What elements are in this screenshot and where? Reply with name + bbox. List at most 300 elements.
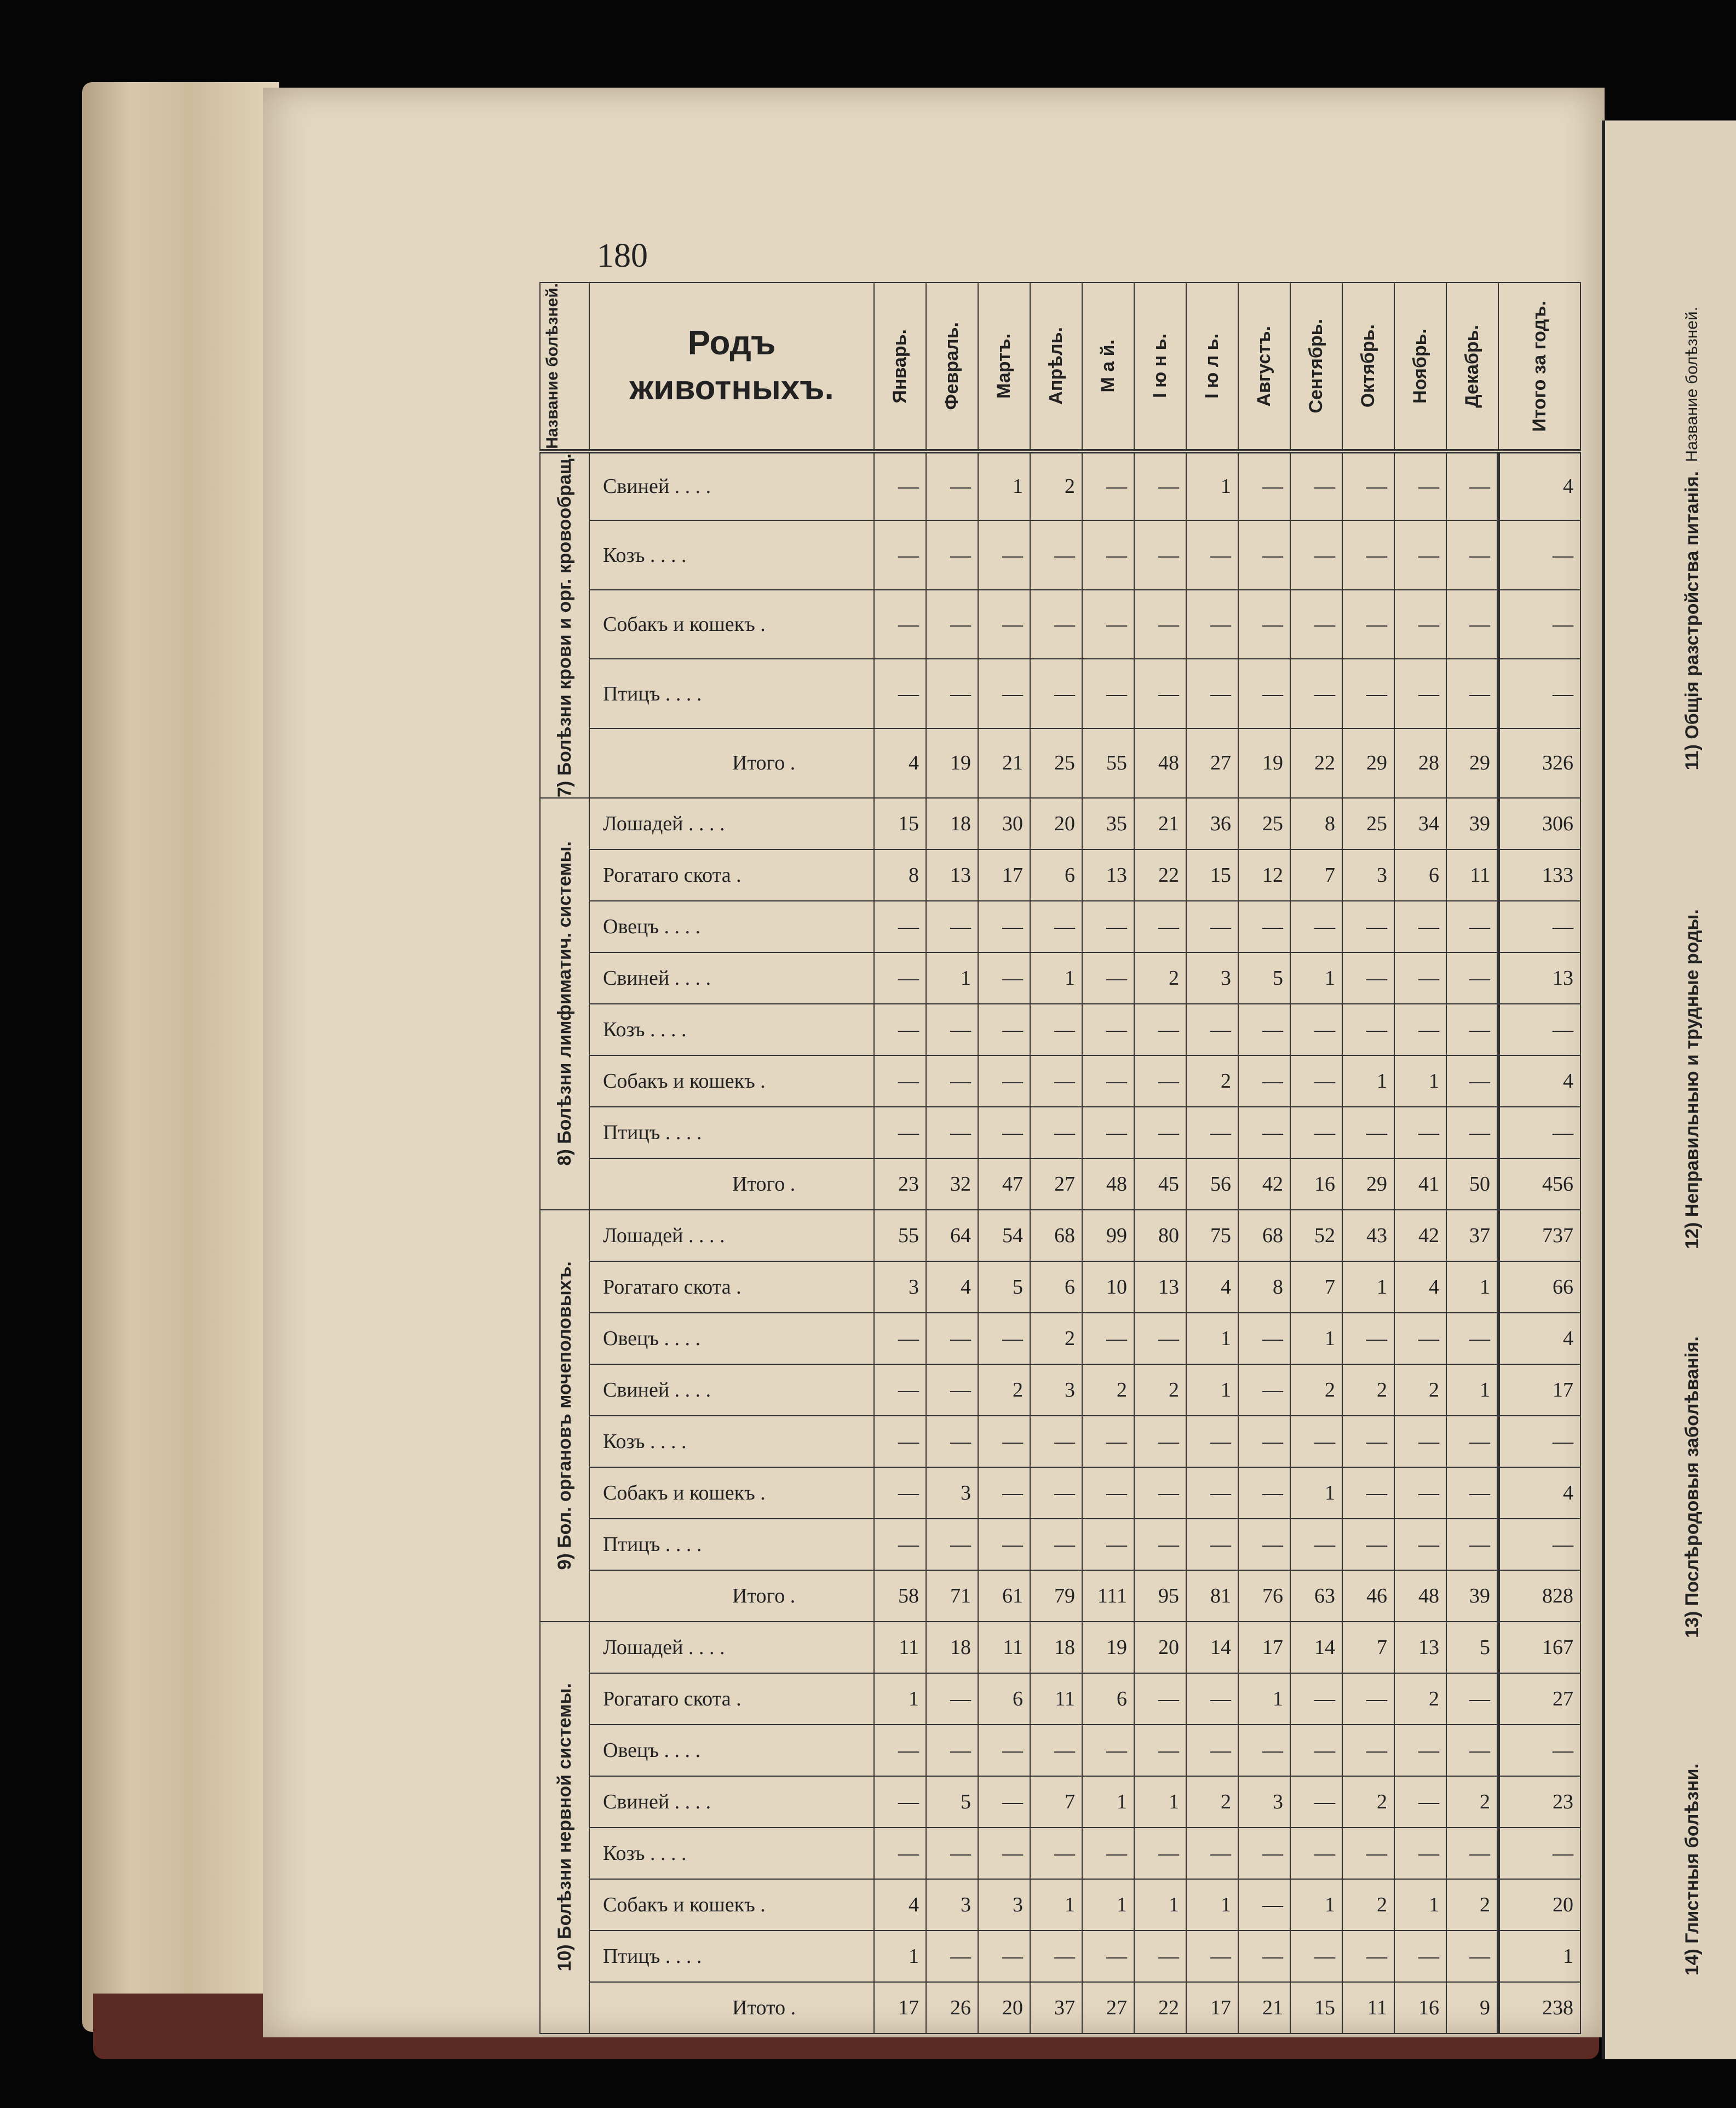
disease-statistics-table xyxy=(539,282,1581,2034)
month-value: — xyxy=(1342,520,1394,590)
year-total-value: — xyxy=(1498,590,1580,659)
month-header xyxy=(926,283,978,451)
disease-section-name xyxy=(540,1210,589,1622)
month-value: — xyxy=(926,1364,978,1416)
month-value: 1 xyxy=(1342,1055,1394,1107)
month-value: 4 xyxy=(926,1261,978,1313)
month-value: — xyxy=(1290,1055,1342,1107)
month-value: 22 xyxy=(1134,1982,1186,2034)
animal-label: Собакъ и кошекъ . xyxy=(589,1879,874,1931)
month-value: — xyxy=(1290,1828,1342,1879)
month-value: 48 xyxy=(1394,1570,1446,1622)
month-value: — xyxy=(978,1931,1030,1982)
month-value: 3 xyxy=(1342,849,1394,901)
animal-row xyxy=(540,1055,1580,1107)
month-value: — xyxy=(926,590,978,659)
month-value: 7 xyxy=(1290,1261,1342,1313)
month-value: 68 xyxy=(1030,1210,1082,1261)
month-value: 63 xyxy=(1290,1570,1342,1622)
month-value: 29 xyxy=(1342,728,1394,798)
month-value: — xyxy=(1446,1828,1498,1879)
month-value: — xyxy=(1446,451,1498,521)
animal-row xyxy=(540,901,1580,952)
month-value: 1 xyxy=(1290,1313,1342,1364)
month-value: 13 xyxy=(1082,849,1134,901)
month-value: 5 xyxy=(1238,952,1290,1004)
animal-label: Козъ . . . . xyxy=(589,1004,874,1055)
month-header-text: Мартъ. xyxy=(993,333,1014,399)
month-header-text: М а й. xyxy=(1097,340,1118,393)
month-value: — xyxy=(978,590,1030,659)
month-value: — xyxy=(978,952,1030,1004)
month-value: — xyxy=(1134,901,1186,952)
month-value: 8 xyxy=(874,849,926,901)
month-value: — xyxy=(1134,451,1186,521)
month-value: — xyxy=(1342,590,1394,659)
month-value: — xyxy=(1238,1467,1290,1519)
month-value: 13 xyxy=(1394,1622,1446,1673)
month-value: — xyxy=(1290,590,1342,659)
month-value: — xyxy=(1394,1313,1446,1364)
month-value: 45 xyxy=(1134,1158,1186,1210)
month-value: — xyxy=(1446,590,1498,659)
month-header xyxy=(978,283,1030,451)
month-value: — xyxy=(1186,901,1238,952)
month-value: — xyxy=(1082,590,1134,659)
month-value: — xyxy=(1394,1776,1446,1828)
month-value: 54 xyxy=(978,1210,1030,1261)
month-value: — xyxy=(1394,901,1446,952)
animal-row xyxy=(540,952,1580,1004)
year-total-value: — xyxy=(1498,659,1580,728)
month-value: — xyxy=(926,659,978,728)
animal-row xyxy=(540,1313,1580,1364)
month-value: — xyxy=(1342,952,1394,1004)
month-value: 41 xyxy=(1394,1158,1446,1210)
month-value: 11 xyxy=(978,1622,1030,1673)
month-value: 79 xyxy=(1030,1570,1082,1622)
month-value: — xyxy=(926,1107,978,1158)
month-value: 37 xyxy=(1446,1210,1498,1261)
animal-label: Лошадей . . . . xyxy=(589,798,874,849)
disease-section-name xyxy=(540,451,589,798)
month-value: — xyxy=(1030,1931,1082,1982)
month-value: — xyxy=(1342,901,1394,952)
year-total-value: — xyxy=(1498,1725,1580,1776)
month-value: — xyxy=(1394,1519,1446,1570)
month-value: 111 xyxy=(1082,1570,1134,1622)
month-header xyxy=(1186,283,1238,451)
month-value: 61 xyxy=(978,1570,1030,1622)
month-value: 3 xyxy=(1186,952,1238,1004)
month-value: 2 xyxy=(1186,1776,1238,1828)
month-value: — xyxy=(1290,1673,1342,1725)
animal-row xyxy=(540,1261,1580,1313)
month-value: 68 xyxy=(1238,1210,1290,1261)
month-value: — xyxy=(978,1055,1030,1107)
month-value: — xyxy=(874,1776,926,1828)
month-header xyxy=(1342,283,1394,451)
month-value: 32 xyxy=(926,1158,978,1210)
month-value: — xyxy=(1030,659,1082,728)
month-value: — xyxy=(1082,901,1134,952)
month-value: — xyxy=(1290,520,1342,590)
month-value: — xyxy=(1134,1725,1186,1776)
month-value: — xyxy=(1290,451,1342,521)
month-value: — xyxy=(874,901,926,952)
month-value: — xyxy=(1446,1416,1498,1467)
month-value: — xyxy=(1082,1519,1134,1570)
month-value: 14 xyxy=(1186,1622,1238,1673)
month-header xyxy=(1290,283,1342,451)
month-value: 13 xyxy=(926,849,978,901)
month-value: 71 xyxy=(926,1570,978,1622)
month-value: 81 xyxy=(1186,1570,1238,1622)
animal-label: Свиней . . . . xyxy=(589,451,874,521)
month-value: 11 xyxy=(1446,849,1498,901)
animal-label: Свиней . . . . xyxy=(589,1776,874,1828)
month-value: — xyxy=(874,952,926,1004)
month-value: — xyxy=(1082,1055,1134,1107)
year-total-value: 66 xyxy=(1498,1261,1580,1313)
month-value: 4 xyxy=(1186,1261,1238,1313)
animal-type-header: Родъ животныхъ. xyxy=(589,283,874,451)
month-value: 2 xyxy=(1290,1364,1342,1416)
animal-label: Лошадей . . . . xyxy=(589,1622,874,1673)
month-value: 20 xyxy=(1030,798,1082,849)
month-value: — xyxy=(1238,1004,1290,1055)
year-total-value: 23 xyxy=(1498,1776,1580,1828)
month-value: — xyxy=(1446,1313,1498,1364)
month-value: — xyxy=(978,520,1030,590)
month-value: — xyxy=(1134,1931,1186,1982)
year-total-value: 13 xyxy=(1498,952,1580,1004)
month-value: — xyxy=(1134,520,1186,590)
month-value: — xyxy=(978,1725,1030,1776)
month-value: 29 xyxy=(1446,728,1498,798)
disease-section-name-text: 7) Болѣзни крови и орг. кровообращ. xyxy=(554,453,575,797)
month-value: — xyxy=(926,1519,978,1570)
month-header-text: Октябрь. xyxy=(1358,324,1378,408)
month-value: 3 xyxy=(926,1879,978,1931)
month-value: 48 xyxy=(1082,1158,1134,1210)
month-value: — xyxy=(1134,659,1186,728)
month-value: 46 xyxy=(1342,1570,1394,1622)
month-value: — xyxy=(1082,1467,1134,1519)
month-value: 17 xyxy=(1238,1622,1290,1673)
month-value: — xyxy=(1134,1519,1186,1570)
month-value: — xyxy=(1238,1107,1290,1158)
animal-label: Лошадей . . . . xyxy=(589,1210,874,1261)
month-value: — xyxy=(1446,659,1498,728)
section-total-row xyxy=(540,1570,1580,1622)
month-header-text: Сентябрь. xyxy=(1306,319,1326,413)
month-value: — xyxy=(978,1519,1030,1570)
month-value: 39 xyxy=(1446,798,1498,849)
month-value: 20 xyxy=(978,1982,1030,2034)
animal-row xyxy=(540,1931,1580,1982)
month-value: — xyxy=(1134,1467,1186,1519)
month-value: 4 xyxy=(874,728,926,798)
month-value: — xyxy=(1342,659,1394,728)
month-value: 75 xyxy=(1186,1210,1238,1261)
month-value: 30 xyxy=(978,798,1030,849)
month-value: 37 xyxy=(1030,1982,1082,2034)
month-value: — xyxy=(1446,1519,1498,1570)
year-total-value: — xyxy=(1498,1519,1580,1570)
animal-label: Собакъ и кошекъ . xyxy=(589,1467,874,1519)
month-value: — xyxy=(1082,451,1134,521)
animal-row xyxy=(540,1673,1580,1725)
year-total-value: 4 xyxy=(1498,1055,1580,1107)
month-header-text: Февраль. xyxy=(941,322,962,410)
month-value: — xyxy=(874,1055,926,1107)
animal-label: Овецъ . . . . xyxy=(589,1725,874,1776)
month-value: 18 xyxy=(926,1622,978,1673)
month-value: 13 xyxy=(1134,1261,1186,1313)
month-value: — xyxy=(978,1467,1030,1519)
month-value: — xyxy=(874,1107,926,1158)
animal-row xyxy=(540,1725,1580,1776)
disease-section-name xyxy=(540,798,589,1210)
month-value: — xyxy=(1134,1828,1186,1879)
month-header-text: Апрѣль. xyxy=(1045,327,1066,405)
month-value: — xyxy=(926,1004,978,1055)
month-value: — xyxy=(874,659,926,728)
month-value: 4 xyxy=(1394,1261,1446,1313)
month-value: 17 xyxy=(1186,1982,1238,2034)
year-total-value: 1 xyxy=(1498,1931,1580,1982)
month-value: 16 xyxy=(1290,1158,1342,1210)
month-value: — xyxy=(1290,1107,1342,1158)
right-page-section-14: 14) Глистныя болѣзни. xyxy=(1681,1764,1703,1976)
month-value: 9 xyxy=(1446,1982,1498,2034)
month-header-text: І ю л ь. xyxy=(1202,333,1222,399)
month-value: — xyxy=(1238,451,1290,521)
month-value: — xyxy=(874,1004,926,1055)
month-value: 8 xyxy=(1290,798,1342,849)
month-value: 56 xyxy=(1186,1158,1238,1210)
month-value: — xyxy=(1186,1828,1238,1879)
month-value: — xyxy=(1082,1828,1134,1879)
month-value: 22 xyxy=(1134,849,1186,901)
month-value: — xyxy=(1342,1313,1394,1364)
month-value: — xyxy=(874,590,926,659)
animal-label: Козъ . . . . xyxy=(589,1416,874,1467)
month-value: — xyxy=(1238,1416,1290,1467)
month-value: 1 xyxy=(1186,1879,1238,1931)
month-value: — xyxy=(1446,952,1498,1004)
month-value: 2 xyxy=(1030,1313,1082,1364)
month-value: 5 xyxy=(978,1261,1030,1313)
animal-label: Рогатаго скота . xyxy=(589,1673,874,1725)
month-value: — xyxy=(978,1004,1030,1055)
month-value: — xyxy=(1082,1416,1134,1467)
animal-row xyxy=(540,1107,1580,1158)
month-value: — xyxy=(926,1416,978,1467)
month-value: 18 xyxy=(1030,1622,1082,1673)
month-value: 1 xyxy=(1186,1313,1238,1364)
month-value: — xyxy=(1290,1004,1342,1055)
month-value: 21 xyxy=(978,728,1030,798)
month-value: — xyxy=(926,1055,978,1107)
month-value: — xyxy=(1186,1673,1238,1725)
month-value: — xyxy=(1186,1725,1238,1776)
month-value: 42 xyxy=(1394,1210,1446,1261)
month-value: — xyxy=(874,1313,926,1364)
month-value: — xyxy=(874,1519,926,1570)
month-value: — xyxy=(1186,1004,1238,1055)
month-value: 29 xyxy=(1342,1158,1394,1210)
month-value: — xyxy=(874,451,926,521)
book-edge xyxy=(82,82,279,2032)
month-header xyxy=(1134,283,1186,451)
month-value: 34 xyxy=(1394,798,1446,849)
month-value: — xyxy=(1290,659,1342,728)
disease-name-header xyxy=(540,283,589,451)
month-value: — xyxy=(1238,659,1290,728)
month-value: 3 xyxy=(1030,1364,1082,1416)
right-page-section-12: 12) Неправильныю и трудные роды. xyxy=(1681,909,1703,1249)
month-value: 11 xyxy=(1342,1982,1394,2034)
month-header-text: Январь. xyxy=(889,329,910,404)
disease-name-header-text: Название болѣзней. xyxy=(543,283,561,449)
month-value: 19 xyxy=(1082,1622,1134,1673)
month-value: — xyxy=(1186,590,1238,659)
month-value: — xyxy=(1030,1828,1082,1879)
month-value: — xyxy=(1394,590,1446,659)
month-value: — xyxy=(874,1364,926,1416)
month-value: 99 xyxy=(1082,1210,1134,1261)
month-value: — xyxy=(1238,1519,1290,1570)
month-value: 50 xyxy=(1446,1158,1498,1210)
right-page-header: Название болѣзней. xyxy=(1683,307,1701,462)
month-value: — xyxy=(926,451,978,521)
right-page-section-13: 13) Послѣродовыя заболѣванія. xyxy=(1681,1336,1703,1638)
month-value: — xyxy=(1238,520,1290,590)
month-value: — xyxy=(1342,1467,1394,1519)
month-value: — xyxy=(1290,901,1342,952)
month-value: — xyxy=(926,520,978,590)
month-value: 48 xyxy=(1134,728,1186,798)
month-value: — xyxy=(1030,520,1082,590)
month-value: — xyxy=(1030,590,1082,659)
animal-label: Овецъ . . . . xyxy=(589,901,874,952)
header-row xyxy=(540,283,1580,451)
month-value: 95 xyxy=(1134,1570,1186,1622)
month-value: 3 xyxy=(874,1261,926,1313)
month-value: — xyxy=(1134,1055,1186,1107)
month-value: — xyxy=(1030,1004,1082,1055)
month-value: 3 xyxy=(1238,1776,1290,1828)
month-value: — xyxy=(1030,901,1082,952)
year-total-value: 306 xyxy=(1498,798,1580,849)
year-total-value: 4 xyxy=(1498,1313,1580,1364)
month-value: 15 xyxy=(874,798,926,849)
section-total-row xyxy=(540,1982,1580,2034)
month-value: — xyxy=(1186,1931,1238,1982)
month-value: — xyxy=(1082,1725,1134,1776)
animal-label: Свиней . . . . xyxy=(589,1364,874,1416)
total-label: Итого . xyxy=(589,728,874,798)
month-value: — xyxy=(1342,1519,1394,1570)
month-value: 1 xyxy=(1030,952,1082,1004)
month-value: 1 xyxy=(1290,952,1342,1004)
month-value: 55 xyxy=(1082,728,1134,798)
month-value: — xyxy=(1134,1673,1186,1725)
month-value: — xyxy=(1134,590,1186,659)
animal-row xyxy=(540,1364,1580,1416)
month-value: 64 xyxy=(926,1210,978,1261)
month-value: — xyxy=(1446,520,1498,590)
month-value: — xyxy=(874,1828,926,1879)
month-value: 36 xyxy=(1186,798,1238,849)
year-total-value: — xyxy=(1498,1416,1580,1467)
month-value: — xyxy=(1394,1725,1446,1776)
month-value: 2 xyxy=(978,1364,1030,1416)
month-header-text: І ю н ь. xyxy=(1149,334,1170,399)
month-value: 2 xyxy=(1134,1364,1186,1416)
month-value: — xyxy=(1186,659,1238,728)
month-value: 47 xyxy=(978,1158,1030,1210)
animal-row xyxy=(540,1004,1580,1055)
animal-label: Рогатаго скота . xyxy=(589,1261,874,1313)
month-value: 1 xyxy=(1134,1879,1186,1931)
month-value: — xyxy=(1394,1107,1446,1158)
month-value: — xyxy=(1290,1416,1342,1467)
month-value: 2 xyxy=(1082,1364,1134,1416)
year-total-value: 456 xyxy=(1498,1158,1580,1210)
month-header xyxy=(874,283,926,451)
year-total-header xyxy=(1498,283,1580,451)
month-value: — xyxy=(1342,1004,1394,1055)
month-value: — xyxy=(1342,1725,1394,1776)
month-value: 17 xyxy=(978,849,1030,901)
disease-section-name xyxy=(540,1622,589,2034)
month-value: 19 xyxy=(1238,728,1290,798)
disease-section-name-text: 9) Бол. органовъ мочеполовыхъ. xyxy=(554,1261,575,1570)
month-value: — xyxy=(1394,520,1446,590)
animal-row xyxy=(540,849,1580,901)
month-value: — xyxy=(1342,1416,1394,1467)
month-value: 21 xyxy=(1238,1982,1290,2034)
month-header xyxy=(1394,283,1446,451)
month-value: 1 xyxy=(1134,1776,1186,1828)
month-value: 1 xyxy=(1290,1879,1342,1931)
month-value: 2 xyxy=(1342,1879,1394,1931)
animal-label: Овецъ . . . . xyxy=(589,1313,874,1364)
right-page xyxy=(1602,120,1736,2059)
month-value: 8 xyxy=(1238,1261,1290,1313)
animal-label: Собакъ и кошекъ . xyxy=(589,590,874,659)
animal-row xyxy=(540,590,1580,659)
month-value: 1 xyxy=(1030,1879,1082,1931)
month-value: 39 xyxy=(1446,1570,1498,1622)
year-total-value: 828 xyxy=(1498,1570,1580,1622)
animal-row xyxy=(540,1879,1580,1931)
animal-row xyxy=(540,520,1580,590)
month-value: 6 xyxy=(1082,1673,1134,1725)
month-value: — xyxy=(1238,590,1290,659)
month-value: — xyxy=(1082,1107,1134,1158)
month-value: — xyxy=(1342,1828,1394,1879)
month-value: 27 xyxy=(1030,1158,1082,1210)
animal-row xyxy=(540,659,1580,728)
month-value: — xyxy=(926,1725,978,1776)
month-value: — xyxy=(1186,1107,1238,1158)
year-total-value: 238 xyxy=(1498,1982,1580,2034)
month-value: 2 xyxy=(1030,451,1082,521)
